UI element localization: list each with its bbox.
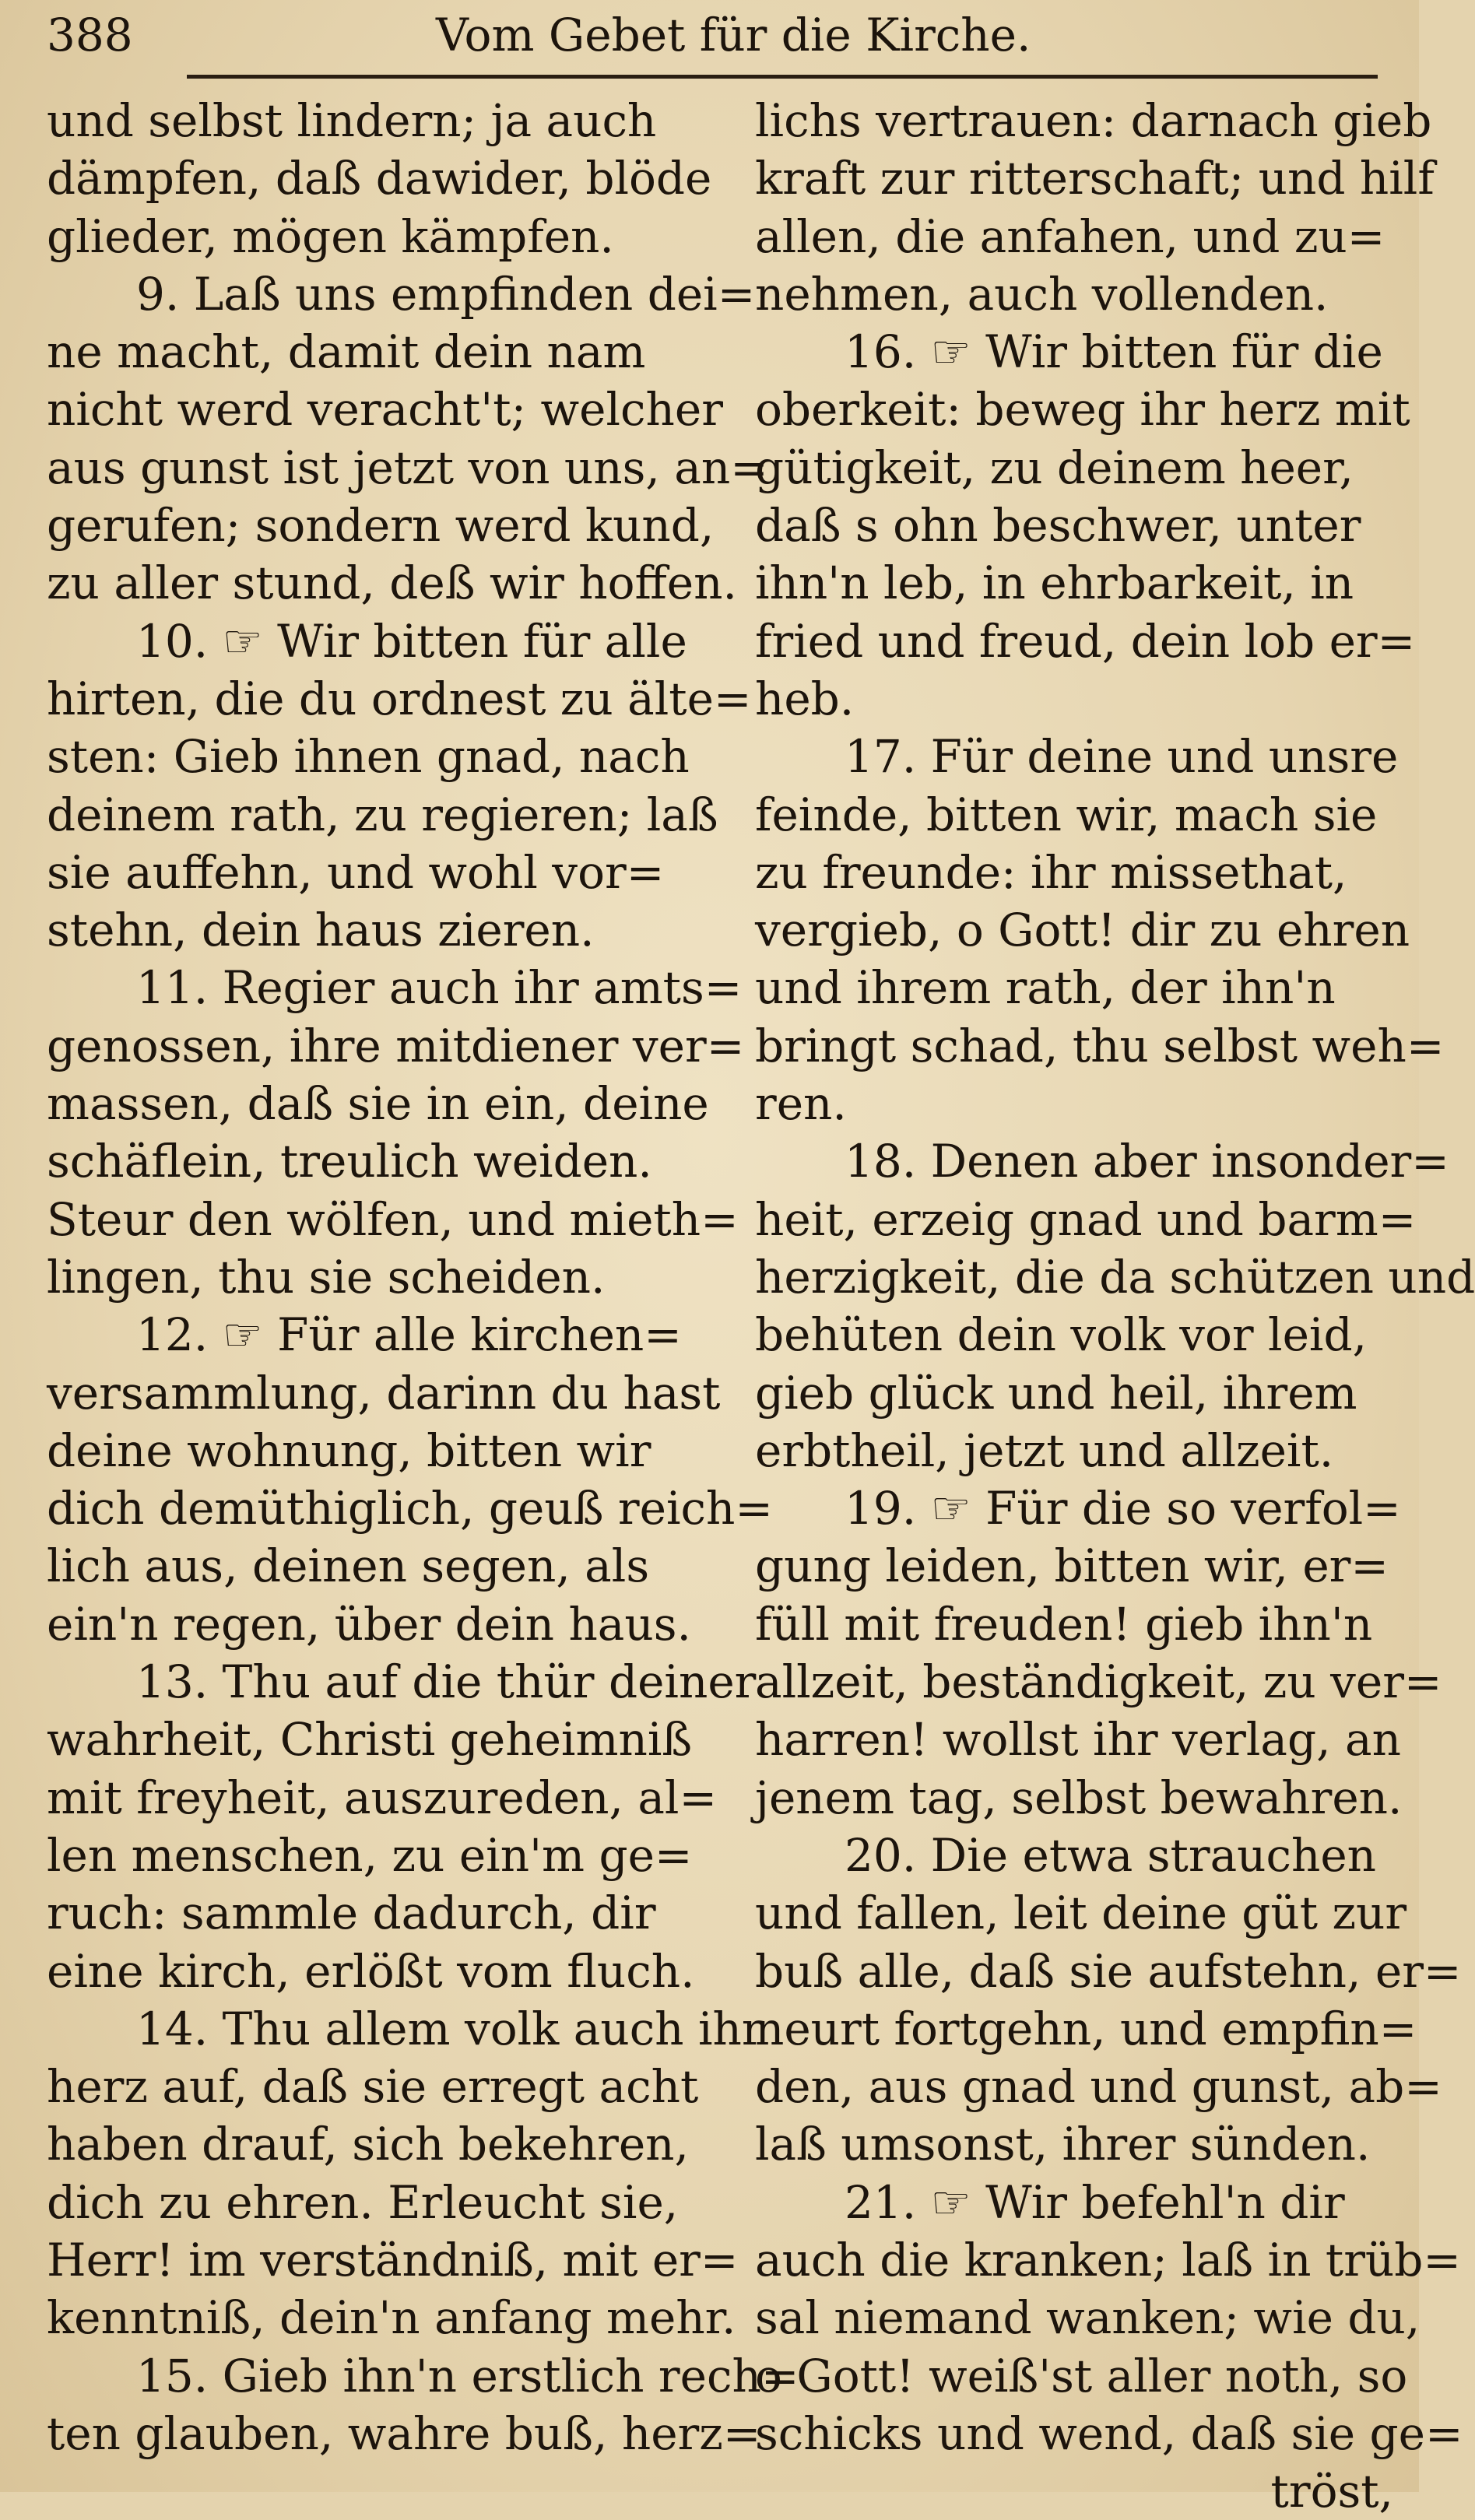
text-line: zu aller stund, deß wir hoffen. — [47, 556, 737, 610]
text-line: behüten dein volk vor leid, — [755, 1308, 1368, 1362]
text-line: Steur den wölfen, und mieth= — [47, 1192, 739, 1246]
text-line: 13. Thu auf die thür deiner — [136, 1655, 757, 1709]
text-line: oberkeit: beweg ihr herz mit — [755, 383, 1410, 437]
text-line: sie auffehn, und wohl vor= — [47, 845, 665, 899]
text-line: fried und freud, dein lob er= — [755, 614, 1416, 668]
text-line: allen, die anfahen, und zu= — [755, 209, 1385, 263]
text-line: mit freyheit, auszureden, al= — [47, 1771, 718, 1824]
text-line: nicht werd veracht't; welcher — [47, 383, 723, 437]
page-number: 388 — [47, 9, 133, 61]
text-line: ten glauben, wahre buß, herz= — [47, 2406, 761, 2460]
text-line: 14. Thu allem volk auch ihr — [136, 2002, 764, 2055]
header-rule — [187, 75, 1378, 79]
text-line: erbtheil, jetzt und allzeit. — [755, 1423, 1334, 1477]
text-line: massen, daß sie in ein, deine — [47, 1077, 709, 1131]
text-line: kenntniß, dein'n anfang mehr. — [47, 2291, 736, 2345]
text-line: 21. ☞ Wir befehl'n dir — [845, 2175, 1345, 2229]
text-line: versammlung, darinn du hast — [47, 1366, 721, 1420]
text-line: 19. ☞ Für die so verfol= — [845, 1482, 1401, 1536]
text-line: allzeit, beständigkeit, zu ver= — [755, 1655, 1442, 1709]
text-line: 17. Für deine und unsre — [845, 730, 1399, 784]
text-line: auch die kranken; laß in trüb= — [755, 2233, 1462, 2287]
text-line: aus gunst ist jetzt von uns, an= — [47, 440, 768, 494]
text-line: dämpfen, daß dawider, blöde — [47, 152, 712, 205]
text-line: hirten, die du ordnest zu älte= — [47, 672, 752, 725]
text-line: 20. Die etwa strauchen — [845, 1828, 1377, 1882]
text-line: zu freunde: ihr missethat, — [755, 845, 1347, 899]
left-column — [47, 92, 799, 2462]
text-line: jenem tag, selbst bewahren. — [755, 1771, 1403, 1824]
text-line: len menschen, zu ein'm ge= — [47, 1828, 693, 1882]
text-line: haben drauf, sich bekehren, — [47, 2118, 689, 2171]
text-line: sal niemand wanken; wie du, — [755, 2291, 1421, 2345]
text-line: lich aus, deinen segen, als — [47, 1539, 650, 1593]
text-line: gieb glück und heil, ihrem — [755, 1366, 1357, 1420]
text-line: 10. ☞ Wir bitten für alle — [136, 614, 687, 668]
text-line: glieder, mögen kämpfen. — [47, 209, 614, 263]
text-line: deinem rath, zu regieren; laß — [47, 788, 718, 841]
text-line: lingen, thu sie scheiden. — [47, 1250, 606, 1304]
text-line: bringt schad, thu selbst weh= — [755, 1019, 1445, 1072]
text-line: ne macht, damit dein nam — [47, 325, 646, 379]
text-line: dich zu ehren. Erleucht sie, — [47, 2175, 679, 2229]
text-line: laß umsonst, ihrer sünden. — [755, 2118, 1371, 2171]
text-line: Herr! im verständniß, mit er= — [47, 2233, 739, 2287]
text-line: 12. ☞ Für alle kirchen= — [136, 1308, 682, 1362]
text-line: wahrheit, Christi geheimniß — [47, 1713, 693, 1767]
text-line: ruch: sammle dadurch, dir — [47, 1886, 656, 1940]
text-line: und selbst lindern; ja auch — [47, 94, 657, 147]
text-line: den, aus gnad und gunst, ab= — [755, 2060, 1442, 2114]
page-header — [47, 8, 1385, 62]
running-title: Vom Gebet für die Kirche. — [436, 9, 1031, 61]
text-line: gütigkeit, zu deinem heer, — [755, 440, 1354, 494]
text-line: eine kirch, erlößt vom fluch. — [47, 1944, 695, 1998]
text-line: gerufen; sondern werd kund, — [47, 499, 715, 553]
text-line: und fallen, leit deine güt zur — [755, 1886, 1407, 1940]
text-line: o Gott! weiß'st aller noth, so — [755, 2349, 1408, 2402]
text-line: genossen, ihre mitdiener ver= — [47, 1019, 745, 1072]
text-line: heb. — [755, 672, 855, 725]
text-line: dich demüthiglich, geuß reich= — [47, 1482, 773, 1536]
text-line: sten: Gieb ihnen gnad, nach — [47, 730, 690, 784]
text-line: lichs vertrauen: darnach gieb — [755, 94, 1432, 147]
text-line: schäflein, treulich weiden. — [47, 1135, 652, 1188]
text-line: herzigkeit, die da schützen und — [755, 1250, 1475, 1304]
text-line: tröst, — [1270, 2465, 1393, 2518]
text-line: ren. — [755, 1077, 847, 1131]
text-line: buß alle, daß sie aufstehn, er= — [755, 1944, 1462, 1998]
text-line: schicks und wend, daß sie ge= — [755, 2406, 1463, 2460]
text-line: deine wohnung, bitten wir — [47, 1423, 651, 1477]
text-line: 15. Gieb ihn'n erstlich rech= — [136, 2349, 799, 2402]
text-line: feinde, bitten wir, mach sie — [755, 788, 1378, 841]
text-line: gung leiden, bitten wir, er= — [755, 1539, 1389, 1593]
text-line: 11. Regier auch ihr amts= — [136, 961, 743, 1015]
text-line: neurt fortgehn, und empfin= — [755, 2002, 1417, 2055]
text-line: 9. Laß uns empfinden dei= — [136, 267, 756, 321]
text-line: daß s ohn beschwer, unter — [755, 499, 1361, 553]
text-line: heit, erzeig gnad und barm= — [755, 1192, 1417, 1246]
text-line: füll mit freuden! gieb ihn'n — [755, 1597, 1373, 1651]
text-line: vergieb, o Gott! dir zu ehren — [755, 904, 1410, 957]
text-line: ein'n regen, über dein haus. — [47, 1597, 691, 1651]
text-line: nehmen, auch vollenden. — [755, 267, 1329, 321]
text-line: 16. ☞ Wir bitten für die — [845, 325, 1383, 379]
right-column — [755, 92, 1475, 2520]
text-line: 18. Denen aber insonder= — [845, 1135, 1449, 1188]
text-line: kraft zur ritterschaft; und hilf — [755, 152, 1435, 205]
text-line: und ihrem rath, der ihn'n — [755, 961, 1336, 1015]
text-line: stehn, dein haus zieren. — [47, 904, 595, 957]
text-line: harren! wollst ihr verlag, an — [755, 1713, 1401, 1767]
text-line: ihn'n leb, in ehrbarkeit, in — [755, 556, 1354, 610]
text-line: herz auf, daß sie erregt acht — [47, 2060, 699, 2114]
